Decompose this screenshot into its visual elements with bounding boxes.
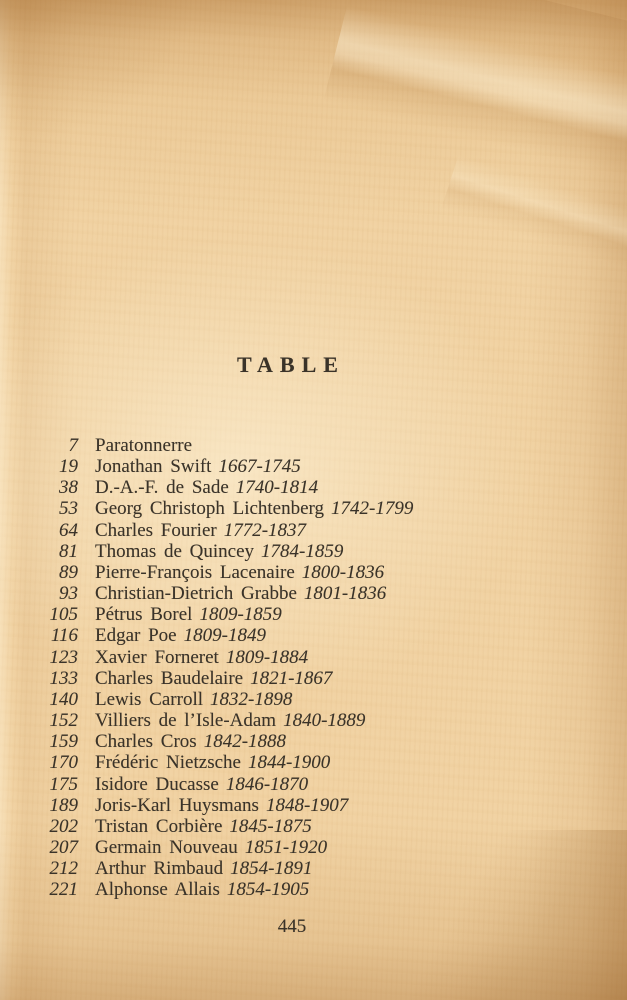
entry-page-number: 93 [59,583,78,605]
entry-dates: 1740-1814 [235,477,319,499]
toc-entry [40,774,600,795]
paper-crease-right [433,120,627,314]
entry-dates: 1809-1849 [183,625,266,647]
entry-dates: 1844-1900 [247,752,331,774]
entry-dates: 1800-1836 [301,561,385,583]
entry-page-number: 38 [59,477,78,499]
toc-entry [40,625,600,646]
entry-dates: 1784-1859 [261,540,344,562]
entry-page-number: 175 [49,773,78,795]
entry-dates: 1809-1884 [225,646,309,668]
entry-title: Lewis Carroll [95,688,204,710]
entry-title: Charles Cros [95,731,197,753]
entry-page-number: 221 [49,879,78,901]
entry-page-number: 116 [50,625,78,647]
entry-dates: 1801-1836 [303,583,387,605]
entry-title: Frédéric Nietzsche [95,752,241,774]
entry-title: Charles Baudelaire [95,667,244,689]
entry-page-number: 81 [59,540,78,562]
entry-page-number: 159 [49,731,78,753]
entry-dates: 1845-1875 [229,815,312,837]
toc-entry [40,816,600,837]
entry-page-number: 123 [49,646,78,668]
toc-entry [40,520,600,541]
entry-title: Arthur Rimbaud [95,858,224,880]
entry-title: Edgar Poe [95,625,177,647]
entry-dates: 1842-1888 [203,731,287,753]
entry-title: Xavier Forneret [95,646,219,668]
entry-title: Tristan Corbière [95,815,223,837]
entry-page-number: 105 [49,604,78,626]
toc-entry [40,498,600,519]
toc-entry [40,858,600,879]
entry-page-number: 189 [49,794,78,816]
entry-page-number: 170 [49,752,78,774]
entry-title: Paratonnerre [95,435,193,456]
entry-dates: 1772-1837 [223,519,307,541]
entry-title: Georg Christoph Lichtenberg [95,498,325,520]
entry-page-number: 53 [59,498,78,520]
toc-entry [40,647,600,668]
entry-title: D.-A.-F. de Sade [95,477,229,499]
page-title: TABLE [237,352,345,377]
entry-page-number: 207 [49,836,78,858]
entry-page-number: 89 [59,561,78,583]
entry-title: Villiers de l’Isle-Adam [95,710,277,732]
entry-title: Thomas de Quincey [95,540,255,562]
entry-title: Pierre-François Lacenaire [95,561,295,583]
entry-title: Christian-Dietrich Grabbe [95,583,297,605]
entry-dates: 1742-1799 [331,498,414,520]
toc-entry [40,689,600,710]
entry-title: Isidore Ducasse [95,773,219,795]
toc-entry [40,604,600,625]
toc-entry [40,583,600,604]
entry-page-number: 202 [49,815,78,837]
entry-dates: 1848-1907 [265,794,349,816]
toc-entry [40,752,600,773]
entry-page-number: 64 [59,519,78,541]
entry-title: Germain Nouveau [95,836,238,858]
toc-entry [40,456,600,477]
entry-dates: 1854-1891 [230,858,313,880]
entry-page-number: 133 [49,667,78,689]
toc-entry [40,477,600,498]
entry-page-number: 19 [59,456,78,478]
toc-entry [40,562,600,583]
toc-entry [40,795,600,816]
entry-title: Alphonse Allais [95,879,220,901]
entry-title: Charles Fourier [95,519,217,541]
entry-page-number: 7 [68,435,78,456]
entry-dates: 1846-1870 [225,773,309,795]
toc-entry [40,731,600,752]
toc-entry [40,879,600,900]
entry-dates: 1854-1905 [226,879,310,901]
toc-entry [40,668,600,689]
toc-entry [40,710,600,731]
paper-crease-top-right [314,0,627,240]
entry-dates: 1840-1889 [283,710,366,732]
entry-dates: 1832-1898 [210,688,293,710]
entry-dates: 1851-1920 [244,836,328,858]
entry-title: Pétrus Borel [95,604,193,626]
entry-dates: 1667-1745 [218,456,301,478]
entry-page-number: 212 [49,858,78,880]
entry-dates: 1809-1859 [199,604,282,626]
entry-page-number: 140 [49,688,78,710]
paper-corner-shade [0,0,300,240]
entry-title: Joris-Karl Huysmans [95,794,259,816]
toc-entry [40,435,600,456]
folio-page-number: 445 [277,916,307,937]
entry-title: Jonathan Swift [95,456,212,478]
entry-page-number: 152 [49,710,78,732]
toc-entry [40,837,600,858]
toc-entry [40,541,600,562]
entry-dates: 1821-1867 [250,667,333,689]
toc-list [40,435,600,900]
